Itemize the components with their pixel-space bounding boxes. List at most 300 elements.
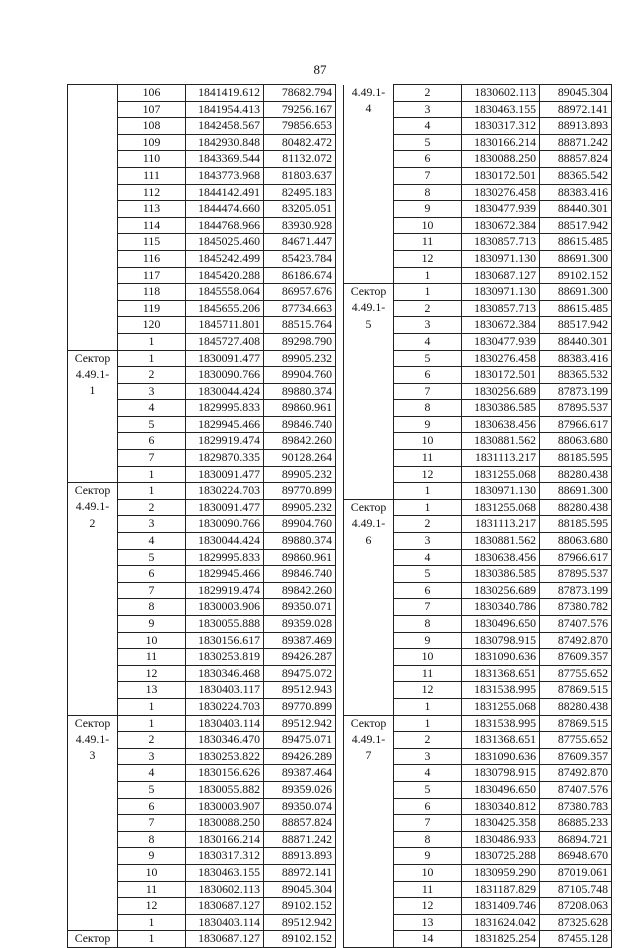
point-number-cell: 8 — [394, 184, 462, 201]
sector-label-cell — [344, 333, 394, 350]
point-number-cell: 5 — [394, 350, 462, 367]
x-coordinate-cell: 1830798.915 — [462, 765, 540, 782]
point-number-cell: 8 — [118, 599, 186, 616]
x-coordinate-cell: 1830256.689 — [462, 582, 540, 599]
y-coordinate-cell: 87455.128 — [540, 931, 612, 948]
sector-label-cell — [68, 848, 118, 865]
y-coordinate-cell: 89905.232 — [264, 466, 336, 483]
x-coordinate-cell: 1830857.713 — [462, 300, 540, 317]
point-number-cell: 7 — [118, 815, 186, 832]
sector-label-cell — [344, 864, 394, 881]
y-coordinate-cell: 87873.199 — [540, 383, 612, 400]
x-coordinate-cell: 1830172.501 — [462, 167, 540, 184]
x-coordinate-cell: 1830971.130 — [462, 284, 540, 301]
sector-label-cell — [344, 632, 394, 649]
table-row — [344, 350, 612, 367]
point-number-cell: 4 — [118, 765, 186, 782]
x-coordinate-cell: 1830857.713 — [462, 234, 540, 251]
point-number-cell: 10 — [118, 632, 186, 649]
table-row — [68, 250, 336, 267]
table-row — [68, 416, 336, 433]
x-coordinate-cell: 1831113.217 — [462, 450, 540, 467]
point-number-cell: 13 — [118, 682, 186, 699]
y-coordinate-cell: 88615.485 — [540, 300, 612, 317]
sector-label-cell — [344, 416, 394, 433]
x-coordinate-cell: 1831255.068 — [462, 499, 540, 516]
y-coordinate-cell: 87407.576 — [540, 616, 612, 633]
point-number-cell: 13 — [394, 914, 462, 931]
y-coordinate-cell: 89350.074 — [264, 798, 336, 815]
sector-label-cell: 1 — [68, 383, 118, 400]
x-coordinate-cell: 1830403.117 — [186, 682, 264, 699]
y-coordinate-cell: 87105.748 — [540, 881, 612, 898]
table-row — [68, 333, 336, 350]
y-coordinate-cell: 89359.028 — [264, 616, 336, 633]
y-coordinate-cell: 89880.374 — [264, 533, 336, 550]
sector-label-cell — [344, 466, 394, 483]
x-coordinate-cell: 1830425.358 — [462, 815, 540, 832]
x-coordinate-cell: 1830088.250 — [186, 815, 264, 832]
x-coordinate-cell: 1830340.786 — [462, 599, 540, 616]
point-number-cell: 6 — [394, 582, 462, 599]
table-row — [68, 616, 336, 633]
x-coordinate-cell: 1830091.477 — [186, 466, 264, 483]
table-row — [344, 367, 612, 384]
y-coordinate-cell: 84671.447 — [264, 234, 336, 251]
point-number-cell: 6 — [118, 433, 186, 450]
y-coordinate-cell: 88615.485 — [540, 234, 612, 251]
table-row — [68, 798, 336, 815]
y-coordinate-cell: 88691.300 — [540, 250, 612, 267]
x-coordinate-cell: 1830088.250 — [462, 151, 540, 168]
sector-label-cell — [68, 533, 118, 550]
y-coordinate-cell: 83205.051 — [264, 201, 336, 218]
sector-label-cell — [68, 582, 118, 599]
point-number-cell: 11 — [394, 881, 462, 898]
y-coordinate-cell: 89860.961 — [264, 549, 336, 566]
sector-label-cell — [344, 582, 394, 599]
x-coordinate-cell: 1830091.477 — [186, 350, 264, 367]
point-number-cell: 9 — [394, 201, 462, 218]
point-number-cell: 2 — [394, 85, 462, 102]
x-coordinate-cell: 1830959.290 — [462, 864, 540, 881]
y-coordinate-cell: 87325.628 — [540, 914, 612, 931]
y-coordinate-cell: 88515.764 — [264, 317, 336, 334]
x-coordinate-cell: 1830346.468 — [186, 665, 264, 682]
y-coordinate-cell: 87734.663 — [264, 300, 336, 317]
x-coordinate-cell: 1841419.612 — [186, 85, 264, 102]
x-coordinate-cell: 1830172.501 — [462, 367, 540, 384]
x-coordinate-cell: 1830386.585 — [462, 566, 540, 583]
y-coordinate-cell: 89298.790 — [264, 333, 336, 350]
y-coordinate-cell: 89102.152 — [264, 931, 336, 948]
y-coordinate-cell: 89770.899 — [264, 698, 336, 715]
x-coordinate-cell: 1830003.906 — [186, 599, 264, 616]
point-number-cell: 112 — [118, 184, 186, 201]
point-number-cell: 1 — [394, 483, 462, 500]
y-coordinate-cell: 87407.576 — [540, 781, 612, 798]
x-coordinate-cell: 1829870.335 — [186, 450, 264, 467]
sector-label-cell — [68, 466, 118, 483]
x-coordinate-cell: 1830638.456 — [462, 416, 540, 433]
table-row — [344, 698, 612, 715]
sector-label-cell — [344, 118, 394, 135]
table-row — [344, 250, 612, 267]
point-number-cell: 120 — [118, 317, 186, 334]
point-number-cell: 1 — [394, 715, 462, 732]
sector-label-cell: Сектор — [344, 284, 394, 301]
sector-label-cell — [68, 134, 118, 151]
table-row — [68, 815, 336, 832]
x-coordinate-cell: 1829945.466 — [186, 566, 264, 583]
sector-label-cell — [344, 765, 394, 782]
point-number-cell: 4 — [394, 549, 462, 566]
point-number-cell: 1 — [118, 698, 186, 715]
y-coordinate-cell: 86948.670 — [540, 848, 612, 865]
table-row — [68, 134, 336, 151]
table-row — [344, 765, 612, 782]
point-number-cell: 1 — [118, 466, 186, 483]
sector-label-cell: 4.49.1- — [68, 367, 118, 384]
sector-label-cell — [344, 881, 394, 898]
sector-label-cell: 4.49.1- — [68, 732, 118, 749]
point-number-cell: 10 — [394, 649, 462, 666]
y-coordinate-cell: 88857.824 — [264, 815, 336, 832]
x-coordinate-cell: 1831825.254 — [462, 931, 540, 948]
table-row — [344, 715, 612, 732]
y-coordinate-cell: 89045.304 — [540, 85, 612, 102]
table-row — [68, 217, 336, 234]
y-coordinate-cell: 82495.183 — [264, 184, 336, 201]
y-coordinate-cell: 88185.595 — [540, 516, 612, 533]
x-coordinate-cell: 1830340.812 — [462, 798, 540, 815]
point-number-cell: 8 — [394, 616, 462, 633]
y-coordinate-cell: 87609.357 — [540, 649, 612, 666]
sector-label-cell — [344, 201, 394, 218]
sector-label-cell — [344, 250, 394, 267]
x-coordinate-cell: 1831368.651 — [462, 665, 540, 682]
sector-label-cell — [68, 898, 118, 915]
sector-label-cell — [68, 167, 118, 184]
y-coordinate-cell: 88691.300 — [540, 483, 612, 500]
sector-label-cell — [344, 134, 394, 151]
y-coordinate-cell: 89475.071 — [264, 732, 336, 749]
table-row — [344, 499, 612, 516]
sector-label-cell — [68, 815, 118, 832]
table-row — [68, 665, 336, 682]
x-coordinate-cell: 1830090.766 — [186, 516, 264, 533]
x-coordinate-cell: 1829919.474 — [186, 433, 264, 450]
sector-label-cell — [68, 616, 118, 633]
table-row — [344, 732, 612, 749]
point-number-cell: 9 — [118, 848, 186, 865]
point-number-cell: 1 — [118, 333, 186, 350]
y-coordinate-cell: 78682.794 — [264, 85, 336, 102]
x-coordinate-cell: 1829995.833 — [186, 549, 264, 566]
y-coordinate-cell: 88440.301 — [540, 333, 612, 350]
x-coordinate-cell: 1829945.466 — [186, 416, 264, 433]
table-row — [344, 516, 612, 533]
table-row — [344, 201, 612, 218]
point-number-cell: 4 — [394, 118, 462, 135]
y-coordinate-cell: 89904.760 — [264, 516, 336, 533]
sector-label-cell — [344, 383, 394, 400]
table-row — [344, 234, 612, 251]
x-coordinate-cell: 1830971.130 — [462, 483, 540, 500]
sector-label-cell — [68, 599, 118, 616]
y-coordinate-cell: 87895.537 — [540, 400, 612, 417]
sector-label-cell — [68, 781, 118, 798]
table-row — [68, 516, 336, 533]
x-coordinate-cell: 1830317.312 — [186, 848, 264, 865]
x-coordinate-cell: 1845420.288 — [186, 267, 264, 284]
sector-label-cell — [68, 201, 118, 218]
sector-label-cell: 6 — [344, 533, 394, 550]
sector-label-cell — [344, 616, 394, 633]
table-row — [68, 682, 336, 699]
point-number-cell: 3 — [118, 516, 186, 533]
table-row — [68, 781, 336, 798]
x-coordinate-cell: 1830386.585 — [462, 400, 540, 417]
y-coordinate-cell: 88913.893 — [540, 118, 612, 135]
table-row — [344, 433, 612, 450]
table-row — [344, 864, 612, 881]
table-row — [344, 898, 612, 915]
x-coordinate-cell: 1830725.288 — [462, 848, 540, 865]
x-coordinate-cell: 1831113.217 — [462, 516, 540, 533]
table-row — [68, 400, 336, 417]
point-number-cell: 4 — [394, 765, 462, 782]
point-number-cell: 114 — [118, 217, 186, 234]
sector-label-cell — [344, 898, 394, 915]
x-coordinate-cell: 1841954.413 — [186, 101, 264, 118]
sector-label-cell — [68, 765, 118, 782]
x-coordinate-cell: 1830224.703 — [186, 698, 264, 715]
point-number-cell: 7 — [118, 450, 186, 467]
sector-label-cell: 4.49.1- — [68, 499, 118, 516]
x-coordinate-cell: 1830687.127 — [462, 267, 540, 284]
table-row — [344, 665, 612, 682]
sector-label-cell — [68, 682, 118, 699]
y-coordinate-cell: 87873.199 — [540, 582, 612, 599]
point-number-cell: 2 — [118, 732, 186, 749]
table-row — [344, 167, 612, 184]
x-coordinate-cell: 1831090.636 — [462, 748, 540, 765]
table-row — [68, 715, 336, 732]
sector-label-cell — [344, 665, 394, 682]
point-number-cell: 118 — [118, 284, 186, 301]
table-row — [344, 118, 612, 135]
x-coordinate-cell: 1830055.888 — [186, 616, 264, 633]
x-coordinate-cell: 1830003.907 — [186, 798, 264, 815]
y-coordinate-cell: 89045.304 — [264, 881, 336, 898]
sector-label-cell — [344, 400, 394, 417]
point-number-cell: 7 — [394, 383, 462, 400]
point-number-cell: 3 — [118, 748, 186, 765]
table-row — [68, 433, 336, 450]
sector-label-cell — [344, 649, 394, 666]
x-coordinate-cell: 1830486.933 — [462, 831, 540, 848]
y-coordinate-cell: 88857.824 — [540, 151, 612, 168]
x-coordinate-cell: 1830346.470 — [186, 732, 264, 749]
y-coordinate-cell: 89770.899 — [264, 483, 336, 500]
table-row — [68, 898, 336, 915]
table-row — [344, 649, 612, 666]
x-coordinate-cell: 1830971.130 — [462, 250, 540, 267]
point-number-cell: 2 — [394, 516, 462, 533]
y-coordinate-cell: 89426.287 — [264, 649, 336, 666]
x-coordinate-cell: 1842930.848 — [186, 134, 264, 151]
point-number-cell: 6 — [394, 151, 462, 168]
sector-label-cell — [68, 250, 118, 267]
y-coordinate-cell: 88280.438 — [540, 499, 612, 516]
sector-label-cell — [68, 400, 118, 417]
y-coordinate-cell: 87208.063 — [540, 898, 612, 915]
point-number-cell: 115 — [118, 234, 186, 251]
x-coordinate-cell: 1830317.312 — [462, 118, 540, 135]
table-row — [344, 616, 612, 633]
sector-label-cell — [68, 881, 118, 898]
y-coordinate-cell: 87869.515 — [540, 682, 612, 699]
point-number-cell: 1 — [394, 284, 462, 301]
point-number-cell: 111 — [118, 167, 186, 184]
x-coordinate-cell: 1829919.474 — [186, 582, 264, 599]
y-coordinate-cell: 86885.233 — [540, 815, 612, 832]
sector-label-cell — [344, 433, 394, 450]
table-row — [68, 748, 336, 765]
x-coordinate-cell: 1830477.939 — [462, 333, 540, 350]
table-row — [68, 881, 336, 898]
sector-label-cell — [68, 184, 118, 201]
y-coordinate-cell: 87755.652 — [540, 732, 612, 749]
x-coordinate-cell: 1831368.651 — [462, 732, 540, 749]
sector-label-cell — [68, 416, 118, 433]
sector-label-cell — [344, 698, 394, 715]
sector-label-cell — [344, 831, 394, 848]
y-coordinate-cell: 89512.942 — [264, 715, 336, 732]
table-row — [68, 201, 336, 218]
table-row — [68, 450, 336, 467]
sector-label-cell: Сектор — [68, 931, 118, 948]
point-number-cell: 6 — [394, 798, 462, 815]
x-coordinate-cell: 1845025.460 — [186, 234, 264, 251]
sector-label-cell — [68, 649, 118, 666]
x-coordinate-cell: 1830798.915 — [462, 632, 540, 649]
point-number-cell: 8 — [394, 831, 462, 848]
point-number-cell: 7 — [394, 815, 462, 832]
table-row — [344, 881, 612, 898]
table-row — [344, 400, 612, 417]
point-number-cell: 1 — [394, 499, 462, 516]
x-coordinate-cell: 1830044.424 — [186, 383, 264, 400]
y-coordinate-cell: 87966.617 — [540, 549, 612, 566]
table-row — [344, 549, 612, 566]
x-coordinate-cell: 1830403.114 — [186, 715, 264, 732]
table-row — [68, 649, 336, 666]
y-coordinate-cell: 89475.072 — [264, 665, 336, 682]
coordinates-table-right — [343, 84, 612, 948]
table-row — [344, 831, 612, 848]
y-coordinate-cell: 88185.595 — [540, 450, 612, 467]
x-coordinate-cell: 1843773.968 — [186, 167, 264, 184]
point-number-cell: 12 — [394, 250, 462, 267]
point-number-cell: 3 — [118, 383, 186, 400]
y-coordinate-cell: 87492.870 — [540, 765, 612, 782]
table-row — [344, 848, 612, 865]
y-coordinate-cell: 88517.942 — [540, 217, 612, 234]
x-coordinate-cell: 1831187.829 — [462, 881, 540, 898]
x-coordinate-cell: 1830602.113 — [462, 85, 540, 102]
y-coordinate-cell: 88972.141 — [540, 101, 612, 118]
table-row — [344, 566, 612, 583]
x-coordinate-cell: 1845727.408 — [186, 333, 264, 350]
x-coordinate-cell: 1830253.819 — [186, 649, 264, 666]
point-number-cell: 109 — [118, 134, 186, 151]
point-number-cell: 5 — [394, 566, 462, 583]
sector-label-cell — [344, 234, 394, 251]
table-row — [344, 317, 612, 334]
sector-label-cell: Сектор — [344, 715, 394, 732]
table-row — [344, 416, 612, 433]
y-coordinate-cell: 87380.782 — [540, 599, 612, 616]
table-row — [68, 848, 336, 865]
sector-label-cell — [68, 267, 118, 284]
y-coordinate-cell: 89387.464 — [264, 765, 336, 782]
y-coordinate-cell: 89387.469 — [264, 632, 336, 649]
point-number-cell: 12 — [394, 898, 462, 915]
y-coordinate-cell: 88365.532 — [540, 367, 612, 384]
sector-label-cell: 7 — [344, 748, 394, 765]
x-coordinate-cell: 1831090.636 — [462, 649, 540, 666]
sector-label-cell: Сектор — [68, 715, 118, 732]
y-coordinate-cell: 88280.438 — [540, 466, 612, 483]
table-row — [68, 267, 336, 284]
sector-label-cell — [68, 698, 118, 715]
sector-label-cell — [344, 599, 394, 616]
sector-label-cell — [344, 483, 394, 500]
table-row — [68, 499, 336, 516]
sector-label-cell — [344, 350, 394, 367]
y-coordinate-cell: 88972.141 — [264, 864, 336, 881]
y-coordinate-cell: 86957.676 — [264, 284, 336, 301]
point-number-cell: 11 — [394, 665, 462, 682]
table-row — [344, 815, 612, 832]
x-coordinate-cell: 1830276.458 — [462, 350, 540, 367]
table-row — [344, 533, 612, 550]
y-coordinate-cell: 87380.783 — [540, 798, 612, 815]
sector-label-cell — [344, 848, 394, 865]
x-coordinate-cell: 1831538.995 — [462, 715, 540, 732]
table-row — [68, 167, 336, 184]
y-coordinate-cell: 88871.242 — [540, 134, 612, 151]
table-row — [344, 450, 612, 467]
sector-label-cell: 4.49.1- — [344, 85, 394, 102]
table-row — [68, 599, 336, 616]
sector-label-cell: 4.49.1- — [344, 300, 394, 317]
y-coordinate-cell: 89426.289 — [264, 748, 336, 765]
table-row — [344, 599, 612, 616]
y-coordinate-cell: 88440.301 — [540, 201, 612, 218]
y-coordinate-cell: 89904.760 — [264, 367, 336, 384]
point-number-cell: 6 — [118, 566, 186, 583]
table-row — [68, 284, 336, 301]
point-number-cell: 1 — [394, 267, 462, 284]
point-number-cell: 12 — [394, 466, 462, 483]
y-coordinate-cell: 89880.374 — [264, 383, 336, 400]
x-coordinate-cell: 1831409.746 — [462, 898, 540, 915]
table-row — [344, 217, 612, 234]
point-number-cell: 119 — [118, 300, 186, 317]
